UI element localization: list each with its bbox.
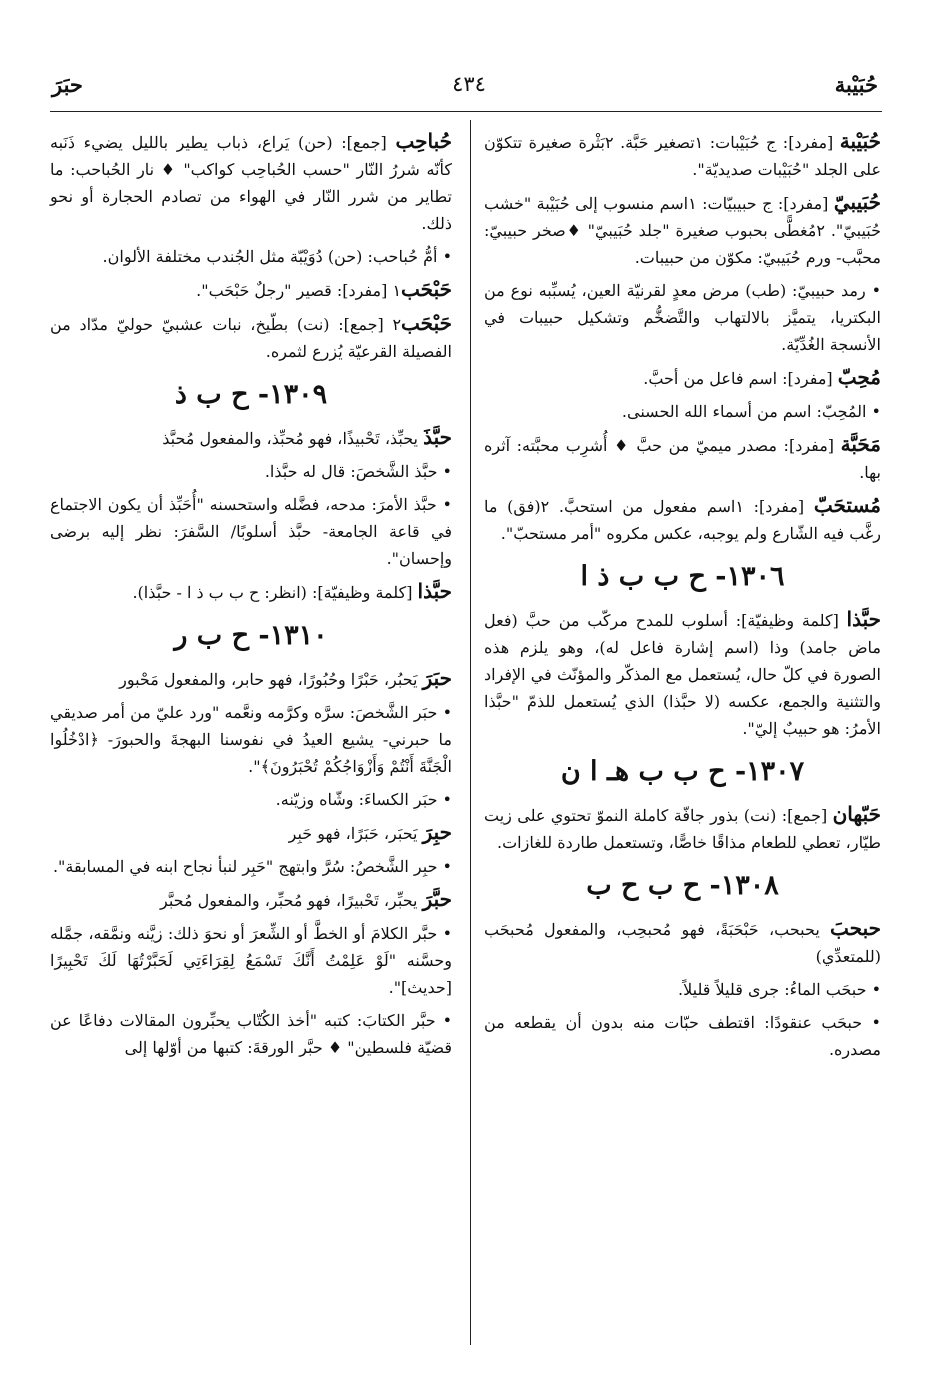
dictionary-entry <box>484 431 881 486</box>
sub-entry: • حبَّذ الأمرَ: مدحه، فضَّله واستحسنه "أُحَبِّذ أن يكون الاجتماع في قاعة الجامعة- حبَّذ أسلوبًا/ السَّفرَ: نظر إليه برضى وإحسان". <box>50 495 452 568</box>
running-head-last-word: حبَرَ <box>52 72 83 97</box>
sub-entry: • أمُّ حُباحب: (حن) دُوَيْبّة مثل الجُندب مختلفة الألوان. <box>102 247 452 266</box>
sub-entry: • المُحِبّ: اسم من أسماء الله الحسنى. <box>621 402 881 421</box>
dictionary-entry <box>50 276 452 304</box>
headword: مُستحَبّ <box>813 493 881 517</box>
headword: حُبَيبيّ <box>833 190 881 214</box>
sub-entry: • حبَر الكساءَ: وشّاه وزيّنه. <box>275 790 452 809</box>
dictionary-entry <box>484 915 881 970</box>
entry-definition: يحبحب، حَبْحَبَةً، فهو مُحبحِب، والمفعول مُحبحَب (للمتعدِّي) <box>484 920 881 966</box>
headword: حَبْحَب <box>401 311 452 335</box>
entry-definition: [جمع]: (حن) يَراع، ذباب يطير بالليل يضيء ذَنَبه كأنّه شررُ النّار "حسب الحُباحِب كواكب" ♦ نار الحُباحب: ما تطاير من شرر النّار في الهواء من تصادم الحجارة أو نحو ذلك. <box>50 133 452 233</box>
header-rule <box>50 111 882 112</box>
headword: حَبْحَب <box>401 277 452 301</box>
dictionary-entry <box>484 801 881 856</box>
sub-entry: • حبَّر الكلامَ أو الخطَّ أو الشِّعرَ أو نحوَ ذلك: زيَّنه ونمَّقه، جمَّله وحسَّنه "لَوْ عَلِمْتُ أَنَّكَ تَسْمَعُ لِقِرَاءَتِي لَحَبَّرْتُهَا لَكَ تَحْبِيرًا [حديث]". <box>50 924 452 997</box>
dictionary-entry <box>50 665 452 693</box>
running-head-first-word: حُبَيْبة <box>834 72 878 97</box>
entry-definition: ١ [مفرد]: قصير "رجلٌ حَبْحَب". <box>196 281 402 300</box>
sub-entry: • حبحَب عنقودًا: اقتطف حبّات منه بدون أن يقطعه من مصدره. <box>484 1013 881 1059</box>
entry-definition: ٢ [جمع]: (نت) بطّيخ، نبات عشبيّ حوليّ مدّاد من الفصيلة القرعيّة يُزرع لثمره. <box>50 315 452 361</box>
left-column <box>50 128 452 1067</box>
sub-entry: • رمد حبيبيّ: (طب) مرض معدٍ لقرنيّة العين، يُسبِّبه نوع من البكتريا، يتميَّز بالالتهاب والتَّضخُّم وتشكيل حبيبات في الأنسجة الغُدِّيّة. <box>484 281 881 354</box>
headword: حَبّهان <box>832 802 881 826</box>
sub-entry: • حبَّر الكتابَ: كتبه "أخذ الكُتّاب يحبِّرون المقالات دفاعًا عن قضيّة فلسطين" ♦ حبَّر الورقةَ: كتبها من أوّلها إلى <box>50 1011 453 1057</box>
sub-entry: • حبَّذ الشَّخصَ: قال له حبَّذا. <box>264 462 452 481</box>
column-divider <box>470 120 471 1345</box>
dictionary-entry <box>484 606 881 742</box>
headword: حبَّذا <box>417 579 452 603</box>
entry-definition: [مفرد]: ج حُبَيْبات: ١تصغير حَبَّة. ٢بَثْرة صغيرة تتكوّن على الجلد "حُبَيْبات صديديّة". <box>484 133 881 179</box>
sub-entry: • حبِر الشَّخصُ: سُرَّ وابتهج "حَبِر لنبأ نجاح ابنه في المسابقة". <box>52 857 452 876</box>
section-heading: ١٣٠٩- ح ب ذ <box>174 379 328 410</box>
headword: حبَّذا <box>846 607 881 631</box>
entry-definition: [مفرد]: اسم فاعل من أحبَّ. <box>643 369 838 388</box>
dictionary-entry <box>50 886 452 914</box>
entry-definition: [مفرد]: مصدر ميميّ من حبَّ ♦ أُشرِب محبَّته: آثره بها. <box>484 436 881 482</box>
headword: حُباحِب <box>395 129 452 153</box>
dictionary-entry <box>50 310 452 365</box>
section-heading: ١٣٠٨- ح ب ح ب <box>586 870 779 901</box>
headword: حبِرَ <box>422 820 452 844</box>
sub-entry: • حبَر الشَّخصَ: سرَّه وكرَّمه ونعَّمه "ورد عليّ من أمر صديقي ما حبرني- يشيع العيدُ في نفوسنا البهجةَ والحبورَ- ﴿ادْخُلُوا الْجَنَّةَ أَنْتُمْ وَأَزْوَاجُكُمْ تُحْبَرُونَ﴾". <box>50 703 452 776</box>
dictionary-entry <box>50 819 452 847</box>
entry-definition: يَحبُر، حَبْرًا وحُبُورًا، فهو حابر، والمفعول مَحْبور <box>119 670 423 689</box>
section-heading: ١٣٠٦- ح ب ب ذ ا <box>580 561 785 592</box>
dictionary-entry <box>484 128 881 183</box>
dictionary-entry <box>484 492 881 547</box>
entry-definition: [كلمة وظيفيّة]: أسلوب للمدح مركّب من حبَّ (فعل ماض جامد) وذا (اسم إشارة فاعل له)، وهو يلزم هذه الصورة في كلّ حال، يُستعمل مع المذكّر والمؤنّث في الإفراد والتثنية والجمع، عكسه (لا حبَّذا) الذي يُستعمل للذمّ "حبَّذا الأمرُ: هو حبيبٌ إليّ". <box>484 611 881 738</box>
section-heading: ١٣٠٧- ح ب ب هـ ا ن <box>560 756 805 787</box>
dictionary-entry <box>484 189 881 271</box>
dictionary-entry <box>50 578 452 606</box>
page-number: ٤٣٤ <box>452 72 486 96</box>
sub-entry: • حبحَب الماءُ: جرى قليلاً قليلاً. <box>678 980 881 999</box>
right-column <box>484 128 881 1069</box>
headword: حبَّرَ <box>422 887 452 911</box>
headword: مَحَبَّة <box>840 432 881 456</box>
dictionary-entry <box>484 364 881 392</box>
dictionary-entry <box>50 128 452 237</box>
entry-definition: [كلمة وظيفيّة]: (انظر: ح ب ب ذ ا - حبَّذا). <box>132 583 418 602</box>
entry-definition: يَحبَر، حَبَرًا، فهو حَبِر <box>288 824 423 843</box>
section-heading: ١٣١٠- ح ب ر <box>174 620 328 651</box>
entry-definition: يحبِّر، تَحْبيرًا، فهو مُحبِّر، والمفعول مُحبَّر <box>160 891 423 910</box>
headword: حبَرَ <box>422 666 452 690</box>
entry-definition: [مفرد]: ١اسم مفعول من استحبَّ. ٢(فق) ما رغَّب فيه الشّارع ولم يوجبه، عكس مكروه "أمر مستحبّ". <box>484 497 881 543</box>
entry-definition: [مفرد]: ج حبيبيّات: ١اسم منسوب إلى حُبَيْبة "خشب حُبَيبيّ". ٢مُغطًّى بحبوب صغيرة "جلد حُبَيبيّ" ♦صخر حبيبيّ: محبَّب- ورم حُبَيبيّ: مكوّن من حبيبات. <box>484 194 882 267</box>
entry-definition: [جمع]: (نت) بذور جافّة كاملة النموّ تحتوي على زيت طيّار، تعطي للطعام مذاقًا خاصًّا، وتستعمل طاردة للغازات. <box>484 806 881 852</box>
headword: حبحبَ <box>830 916 881 940</box>
entry-definition: يحبِّذ، تَحْبيذًا، فهو مُحبِّذ، والمفعول مُحبَّذ <box>162 429 424 448</box>
headword: مُحِبّ <box>837 365 881 389</box>
dictionary-entry <box>50 424 452 452</box>
headword: حبَّذَ <box>423 425 452 449</box>
headword: حُبَيْبة <box>839 129 881 153</box>
